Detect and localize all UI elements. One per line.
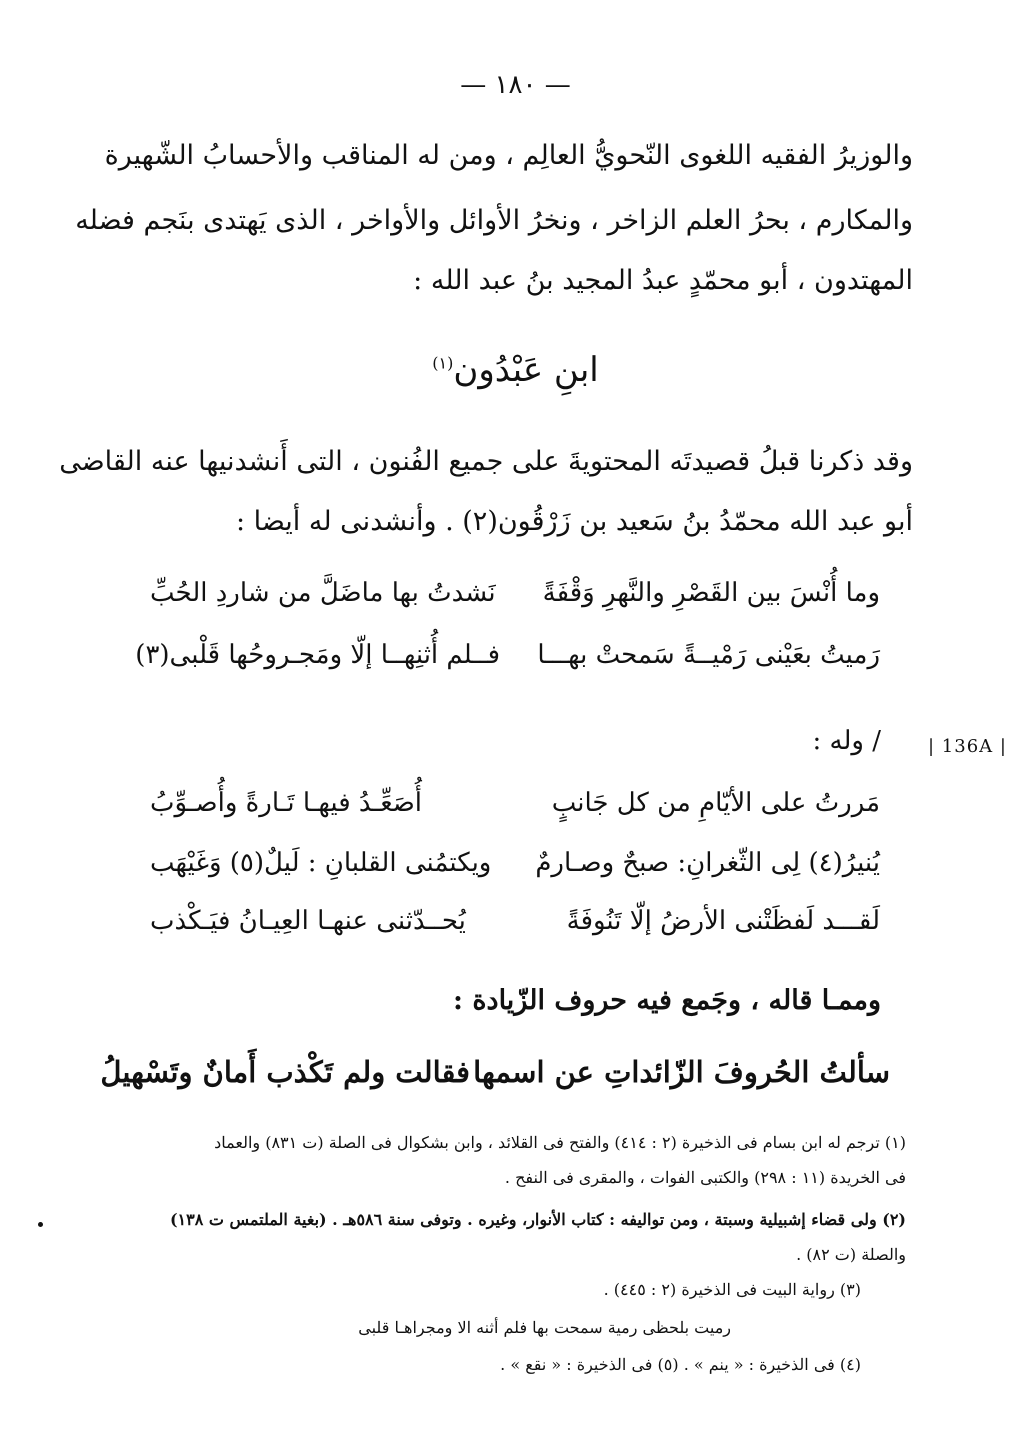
verse-row bbox=[150, 906, 880, 954]
manuscript-folio-note: | 136A | bbox=[928, 736, 1007, 757]
section-heading bbox=[0, 350, 1031, 390]
footnote-line: والصلة (ت ٨٢) . bbox=[796, 1245, 906, 1264]
verse-second-hemistich: يُحــدّثنى عنهـا العِيـانُ فيَـكْذب bbox=[150, 906, 466, 936]
verse-first-hemistich: مَررتُ على الأيّامِ من كل جَانبٍ bbox=[551, 788, 880, 818]
verse-row bbox=[135, 640, 880, 688]
verse-first-hemistich: سألتُ الحُروفَ الزّائداتِ عن اسمها bbox=[473, 1055, 890, 1089]
footnote-line: (٤) فى الذخيرة : « ينم » . (٥) فى الذخيرة : « نقع » . bbox=[500, 1355, 861, 1374]
footnote-line: (١) ترجم له ابن بسام فى الذخيرة (٢ : ٤١٤) والفتح فى القلائد ، وابن بشكوال فى الصلة (ت ٨٣١) والعماد bbox=[214, 1133, 906, 1152]
intro-line-2: والمكارم ، بحرُ العلم الزاخر ، ونخرُ الأوائل والأواخر ، الذى يَهتدى بنَجم فضله bbox=[75, 205, 913, 236]
para-line-2: أبو عبد الله محمّدُ بنُ سَعيد بن زَرْقُون(٢) . وأنشدنى له أيضا : bbox=[235, 506, 913, 537]
intro-letters-of-augmentation: وممـا قاله ، وجَمع فيه حروف الزّيادة : bbox=[453, 985, 881, 1016]
verse-row bbox=[150, 578, 880, 626]
intro-line-3: المهتدون ، أبو محمّدٍ عبدُ المجيد بنُ عبد الله : bbox=[413, 265, 913, 296]
verse-first-hemistich: وما أُنْسَ بين القَصْرِ والنَّهرِ وَقْفَةً bbox=[542, 578, 880, 608]
page-number: — ١٨٠ — bbox=[460, 70, 571, 100]
verse-row bbox=[100, 1055, 890, 1103]
heading-footnote-ref: (١) bbox=[432, 353, 454, 373]
verse-row bbox=[150, 788, 880, 836]
verse-first-hemistich: رَميتُ بعَيْنى رَمْيــةً سَمحتْ بهـــا bbox=[537, 640, 880, 670]
verse-first-hemistich: يُنيرُ(٤) لِى الثّغرانِ: صبحٌ وصـارمٌ bbox=[535, 848, 880, 878]
verse-first-hemistich: لَقـــد لَفظَتْنى الأرضُ إلّا تَنُوفَةً bbox=[566, 906, 880, 936]
verse-second-hemistich: فقالت ولم تَكْذب أَمانٌ وتَسْهيلُ bbox=[100, 1055, 470, 1089]
verse-row bbox=[150, 848, 880, 896]
footnote-line: (٢) ولى قضاء إشبيلية وسبتة ، ومن تواليفه : كتاب الأنوار، وغيره . وتوفى سنة ٥٨٦هـ . (بغية الملتمس ت ١٣٨) bbox=[169, 1210, 906, 1229]
stray-mark bbox=[38, 1222, 43, 1227]
verse-second-hemistich: أُصَعِّـدُ فيهـا تَـارةً وأُصـوِّبُ bbox=[150, 788, 423, 818]
intro-line-1: والوزيرُ الفقيه اللغوى النّحويُّ العالِم ، ومن له المناقب والأحسابُ الشّهيرة bbox=[104, 140, 913, 171]
subheading-wa-lahu: / وله : bbox=[812, 726, 881, 756]
footnote-line: رميت بلحظى رمية سمحت بها فلم أثنه الا ومجراهـا قلبى bbox=[358, 1318, 731, 1337]
verse-second-hemistich: فــلم أُثنِهــا إلّا ومَجـروحُها قَلْبى(٣) bbox=[135, 640, 500, 670]
heading-text: ابنِ عَبْدُون bbox=[453, 350, 599, 390]
verse-second-hemistich: نَشدتُ بها ماضَلَّ من شاردِ الحُبِّ bbox=[150, 578, 496, 608]
footnote-line: (٣) رواية البيت فى الذخيرة (٢ : ٤٤٥) . bbox=[603, 1280, 861, 1299]
verse-second-hemistich: ويكتمُنى القلبانِ : لَيلٌ(٥) وَغَيْهَب bbox=[150, 848, 492, 878]
para-line-1: وقد ذكرنا قبلُ قصيدتَه المحتويةَ على جميع الفُنون ، التى أَنشدنيها عنه القاضى bbox=[59, 446, 913, 477]
footnote-line: فى الخريدة (١١ : ٢٩٨) والكتبى الفوات ، والمقرى فى النفح . bbox=[504, 1168, 906, 1187]
